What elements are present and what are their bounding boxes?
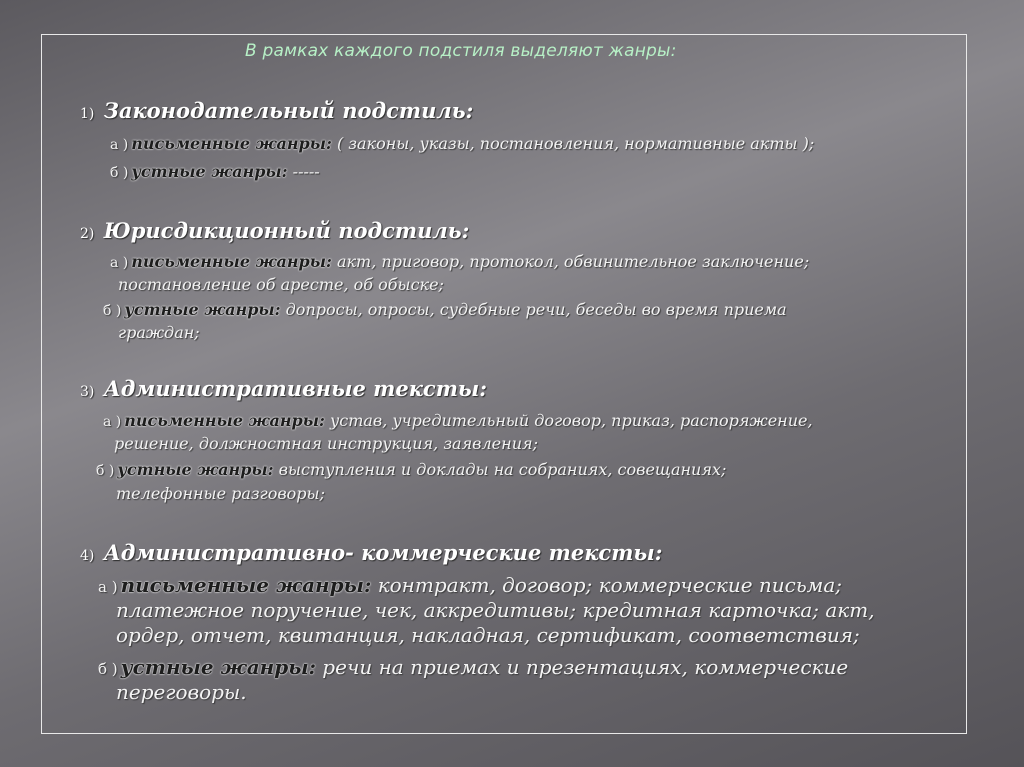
- item-text: контракт, договор; коммерческие письма;: [371, 573, 842, 597]
- section-3-title: [80, 376, 487, 401]
- genre-label: письменные жанры:: [131, 134, 332, 153]
- section-2-item-b-continued: граждан;: [118, 323, 200, 342]
- item-text: устав, учредительный договор, приказ, распоряжение,: [324, 411, 813, 430]
- genre-label: письменные жанры:: [124, 411, 325, 430]
- item-letter: а ): [98, 578, 118, 596]
- section-2-title-text: Юрисдикционный подстиль:: [103, 218, 470, 243]
- item-letter: а ): [110, 255, 129, 271]
- genre-label: устные жанры:: [124, 300, 281, 319]
- item-text: -----: [287, 162, 320, 181]
- section-2-item-b: [103, 300, 787, 319]
- item-letter: а ): [110, 137, 129, 153]
- section-4-title-text: Административно- коммерческие тексты:: [103, 540, 663, 565]
- slide-heading: В рамках каждого подстиля выделяют жанры:: [245, 41, 677, 61]
- section-4-item-a-continued-1: платежное поручение, чек, аккредитивы; кредитная карточка; акт,: [116, 598, 875, 622]
- genre-label: устные жанры:: [120, 655, 316, 679]
- item-letter: б ): [103, 303, 122, 319]
- item-text: допросы, опросы, судебные речи, беседы во время приема: [280, 300, 787, 319]
- section-1-title-text: Законодательный подстиль:: [103, 98, 474, 123]
- section-3-title-text: Административные тексты:: [103, 376, 488, 401]
- genre-label: устные жанры:: [131, 162, 288, 181]
- item-text: акт, приговор, протокол, обвинительное заключение;: [331, 252, 810, 271]
- section-4-item-a-continued-2: ордер, отчет, квитанция, накладная, сертификат, соответствия;: [116, 623, 860, 647]
- section-1-title: [80, 98, 473, 123]
- section-3-number: 3): [80, 384, 95, 400]
- section-1-item-a: [110, 134, 814, 153]
- section-3-item-b-continued: телефонные разговоры;: [116, 484, 325, 503]
- section-1-number: 1): [80, 106, 95, 122]
- section-2-item-a-continued: постановление об аресте, об обыске;: [118, 275, 444, 294]
- section-3-item-a: [103, 411, 813, 430]
- section-4-title: [80, 540, 663, 565]
- section-4-item-a: [98, 573, 842, 597]
- section-1-item-b: [110, 162, 320, 181]
- section-2-title: [80, 218, 469, 243]
- section-4-number: 4): [80, 548, 95, 564]
- genre-label: устные жанры:: [117, 460, 274, 479]
- genre-label: письменные жанры:: [131, 252, 332, 271]
- item-text: выступления и доклады на собраниях, совещаниях;: [273, 460, 727, 479]
- item-letter: а ): [103, 414, 122, 430]
- section-3-item-a-continued: решение, должностная инструкция, заявления;: [114, 434, 538, 453]
- section-4-item-b-continued: переговоры.: [116, 680, 247, 704]
- item-letter: б ): [98, 660, 118, 678]
- item-letter: б ): [110, 165, 129, 181]
- genre-label: письменные жанры:: [120, 573, 372, 597]
- item-text: ( законы, указы, постановления, нормативные акты );: [331, 134, 815, 153]
- item-text: речи на приемах и презентациях, коммерческие: [315, 655, 849, 679]
- section-3-item-b: [96, 460, 726, 479]
- section-2-item-a: [110, 252, 809, 271]
- item-letter: б ): [96, 463, 115, 479]
- section-2-number: 2): [80, 226, 95, 242]
- section-4-item-b: [98, 655, 848, 679]
